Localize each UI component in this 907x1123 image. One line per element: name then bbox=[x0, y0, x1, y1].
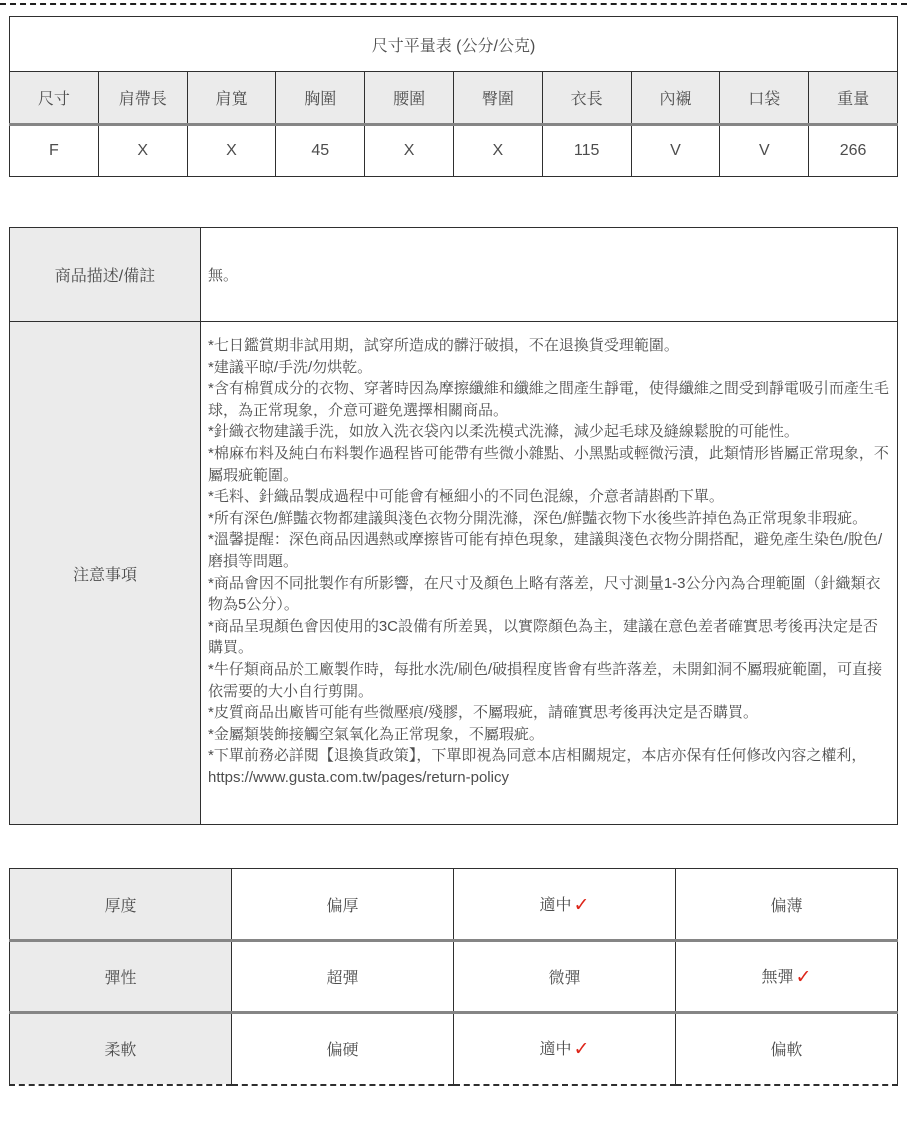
property-option bbox=[676, 941, 898, 1013]
column-header-garment-length: 衣長 bbox=[542, 72, 631, 125]
property-option-label: 偏軟 bbox=[770, 1042, 803, 1060]
size-table-data-row bbox=[10, 125, 898, 177]
property-option-label: 超彈 bbox=[326, 970, 359, 987]
property-option-label: 適中 bbox=[539, 896, 572, 914]
property-row-elasticity bbox=[10, 941, 898, 1013]
property-option bbox=[232, 1013, 454, 1085]
property-option-label: 無彈 bbox=[761, 969, 794, 986]
size-value-garment-length: 115 bbox=[542, 125, 631, 177]
notice-item: *溫馨提醒：深色商品因遇熱或摩擦皆可能有掉色現象，建議與淺色衣物分開搭配，避免產生染色/脫色/磨損等問題。 bbox=[208, 531, 883, 570]
size-value-lining: V bbox=[631, 125, 720, 177]
size-value-hip: X bbox=[453, 125, 542, 177]
check-icon: ✓ bbox=[795, 967, 812, 988]
notice-item: *所有深色/鮮豔衣物都建議與淺色衣物分開洗滌，深色/鮮豔衣物下水後些許掉色為正常現象非瑕疵。 bbox=[208, 509, 868, 527]
notice-item: *商品會因不同批製作有所影響，在尺寸及顏色上略有落差，尺寸測量1-3公分內為合理範圍（針織類衣物為5公分）。 bbox=[208, 574, 881, 614]
column-header-shoulder-width: 肩寬 bbox=[187, 72, 276, 125]
notices-list bbox=[201, 322, 898, 825]
property-option bbox=[232, 869, 454, 941]
size-value-waist: X bbox=[365, 125, 454, 177]
notice-item: *棉麻布料及純白布料製作過程皆可能帶有些微小雜點、小黑點或輕微污漬，此類情形皆屬正常現象，不屬瑕疵範圍。 bbox=[208, 444, 889, 484]
description-row bbox=[10, 228, 898, 322]
column-header-size: 尺寸 bbox=[10, 72, 99, 125]
notice-item: *建議平晾/手洗/勿烘乾。 bbox=[208, 358, 373, 376]
property-option bbox=[454, 869, 676, 941]
notice-item: *七日鑑賞期非試用期，試穿所造成的髒汙破損，不在退換貨受理範圍。 bbox=[208, 337, 679, 354]
property-option-label: 偏厚 bbox=[326, 897, 359, 915]
property-option bbox=[454, 1013, 676, 1085]
size-value-shoulder-width: X bbox=[187, 125, 276, 177]
description-label: 商品描述/備註 bbox=[10, 228, 201, 322]
property-option bbox=[232, 941, 454, 1013]
size-table-title-row bbox=[10, 17, 898, 72]
check-icon: ✓ bbox=[573, 894, 590, 916]
notice-item: *針織衣物建議手洗，如放入洗衣袋內以柔洗模式洗滌，減少起毛球及縫線鬆脫的可能性。 bbox=[208, 423, 799, 441]
property-option-label: 偏薄 bbox=[770, 897, 803, 915]
size-table-title: 尺寸平量表 (公分/公克) bbox=[10, 17, 898, 72]
size-value-bust: 45 bbox=[276, 125, 365, 177]
notice-item: *下單前務必詳閱【退換貨政策】，下單即視為同意本店相關規定，本店亦保有任何修改內容之權利，https://www.gusta.com.tw/pages/return-policy bbox=[208, 747, 867, 786]
property-label-elasticity: 彈性 bbox=[10, 941, 232, 1013]
column-header-hip: 臀圍 bbox=[453, 72, 542, 125]
notices-row bbox=[10, 322, 898, 825]
column-header-strap-length: 肩帶長 bbox=[98, 72, 187, 125]
notice-item: *牛仔類商品於工廠製作時，每批水洗/刷色/破損程度皆會有些許落差，未開釦洞不屬瑕疵範圍，可直接依需要的大小自行剪開。 bbox=[208, 660, 883, 700]
property-option bbox=[676, 1013, 898, 1085]
notice-item: *商品呈現顏色會因使用的3C設備有所差異，以實際顏色為主，建議在意色差者確實思考後再決定是否購買。 bbox=[208, 617, 879, 657]
property-row-thickness bbox=[10, 869, 898, 941]
property-label-softness: 柔軟 bbox=[10, 1013, 232, 1085]
product-properties-table bbox=[9, 868, 898, 1086]
notice-item: *含有棉質成分的衣物、穿著時因為摩擦纖維和纖維之間產生靜電，使得纖維之間受到靜電吸引而產生毛球，為正常現象，介意可避免選擇相關商品。 bbox=[208, 380, 889, 419]
size-table-header-row bbox=[10, 72, 898, 125]
top-dashed-divider bbox=[0, 3, 907, 5]
property-option-label: 微彈 bbox=[548, 970, 581, 987]
column-header-weight: 重量 bbox=[809, 72, 898, 125]
property-label-thickness: 厚度 bbox=[10, 869, 232, 941]
property-row-softness bbox=[10, 1013, 898, 1085]
size-value-size: F bbox=[10, 125, 99, 177]
size-value-pocket: V bbox=[720, 125, 809, 177]
column-header-pocket: 口袋 bbox=[720, 72, 809, 125]
notice-item: *皮質商品出廠皆可能有些微壓痕/殘膠，不屬瑕疵，請確實思考後再決定是否購買。 bbox=[208, 704, 759, 722]
size-value-strap-length: X bbox=[98, 125, 187, 177]
property-option-label: 偏硬 bbox=[326, 1042, 359, 1060]
size-measurement-table bbox=[9, 16, 898, 177]
column-header-waist: 腰圍 bbox=[365, 72, 454, 125]
property-option bbox=[676, 869, 898, 941]
column-header-lining: 內襯 bbox=[631, 72, 720, 125]
property-option bbox=[454, 941, 676, 1013]
description-value: 無。 bbox=[201, 228, 898, 322]
notices-label: 注意事項 bbox=[10, 322, 201, 825]
size-value-weight: 266 bbox=[809, 125, 898, 177]
column-header-bust: 胸圍 bbox=[276, 72, 365, 125]
notice-item: *毛料、針織品製成過程中可能會有極細小的不同色混線，介意者請斟酌下單。 bbox=[208, 488, 724, 506]
property-option-label: 適中 bbox=[539, 1041, 572, 1059]
notice-item: *金屬類裝飾接觸空氣氧化為正常現象，不屬瑕疵。 bbox=[208, 725, 544, 743]
check-icon: ✓ bbox=[573, 1039, 590, 1061]
product-notes-table bbox=[9, 227, 898, 825]
